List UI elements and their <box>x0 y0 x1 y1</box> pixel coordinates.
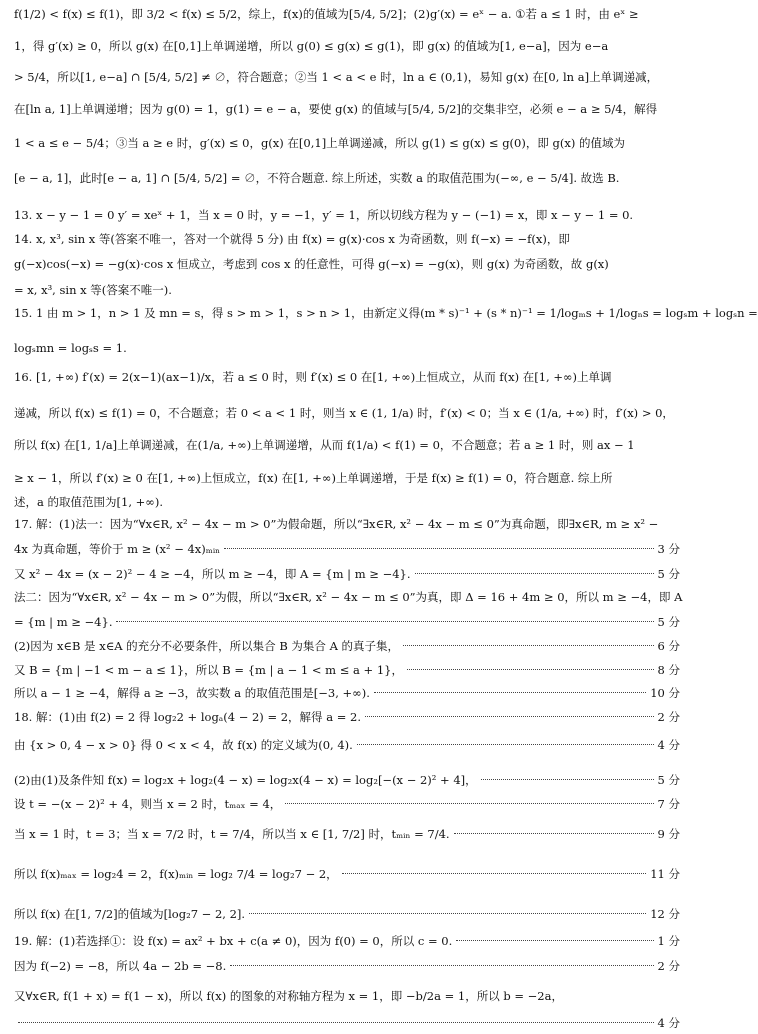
line-text: > 5/4，所以[1, e−a] ∩ [5/4, 5/2] ≠ ∅，符合题意；②当 1 < a < e 时，ln a ∈ (0,1)，易知 g(x) 在[0, ln a]上单调递减， <box>14 70 659 84</box>
text-line <box>14 38 680 54</box>
line-text: (2)由(1)及条件知 f(x) = log₂x + log₂(4 − x) = log₂x(4 − x) = log₂[−(x − 2)² + 4]， <box>14 773 477 787</box>
line-text: [e − a, 1]，此时[e − a, 1] ∩ [5/4, 5/2] = ∅，不符合题意. 综上所述，实数 a 的取值范围为(−∞, e − 5/4]. 故选 B. <box>14 171 620 185</box>
text-line <box>14 826 680 842</box>
line-text: 当 x = 1 时，t = 3；当 x = 7/2 时，t = 7/4，所以当 x ∈ [1, 7/2] 时，tₘᵢₙ = 7/4. <box>14 827 450 841</box>
text-line <box>14 305 758 321</box>
text-line <box>14 614 680 630</box>
text-line <box>14 988 680 1004</box>
line-text: 1，得 g′(x) ≥ 0，所以 g(x) 在[0,1]上单调递增，所以 g(0) ≤ g(x) ≤ g(1)，即 g(x) 的值域为[1, e−a]，因为 e−a <box>14 39 609 53</box>
score-label: 1 分 <box>657 934 680 948</box>
score-label: 5 分 <box>657 567 680 581</box>
text-line <box>14 772 680 788</box>
dot-leader <box>481 779 654 780</box>
dot-leader <box>249 913 646 914</box>
dot-leader <box>18 1022 654 1023</box>
score-label: 12 分 <box>650 907 680 921</box>
dot-leader <box>415 573 654 574</box>
score-label: 7 分 <box>657 797 680 811</box>
text-line <box>14 340 680 356</box>
line-text: 所以 f(x) 在[1, 1/a]上单调递减，在(1/a, +∞)上单调递增，从而 f(1/a) < f(1) = 0，不合题意；若 a ≥ 1 时，则 ax − 1 <box>14 438 635 452</box>
line-text: 递减，所以 f(x) ≤ f(1) = 0，不合题意；若 0 < a < 1 时，则当 x ∈ (1, 1/a) 时，f′(x) < 0；当 x ∈ (1/a, +∞) 时，f′(x) > 0， <box>14 406 674 420</box>
dot-leader <box>342 873 647 874</box>
line-text: = x, x³, sin x 等(答案不唯一). <box>14 283 172 297</box>
text-line <box>14 207 680 223</box>
dot-leader <box>285 803 653 804</box>
score-label: 4 分 <box>657 1016 680 1030</box>
line-text: 述，a 的取值范围为[1, +∞). <box>14 495 163 509</box>
score-label: 11 分 <box>650 867 680 881</box>
score-label: 3 分 <box>657 542 680 556</box>
line-text: 所以 f(x) 在[1, 7/2]的值域为[log₂7 − 2, 2]. <box>14 907 246 921</box>
dot-leader <box>230 965 653 966</box>
text-line <box>14 256 680 272</box>
text-line <box>14 437 680 453</box>
text-line <box>14 1015 680 1031</box>
text-line <box>14 958 680 974</box>
line-text: f(1/2) < f(x) ≤ f(1)，即 3/2 < f(x) ≤ 5/2，综上，f(x)的值域为[5/4, 5/2]；(2)g′(x) = eˣ − a. ①若 a ≤ 1 时，由 eˣ ≥ <box>14 7 639 21</box>
dot-leader <box>365 716 654 717</box>
line-text: 17. 解：(1)法一：因为“∀x∈R, x² − 4x − m > 0”为假命题，所以“∃x∈R, x² − 4x − m ≤ 0”为真命题，即∃x∈R, m ≥ x² − <box>14 517 659 531</box>
text-line <box>14 685 680 701</box>
text-line <box>14 170 680 186</box>
dot-leader <box>456 940 653 941</box>
line-text: 4x 为真命题，等价于 m ≥ (x² − 4x)ₘᵢₙ <box>14 542 221 556</box>
text-line <box>14 369 680 385</box>
text-line <box>14 933 680 949</box>
text-line <box>14 69 680 85</box>
score-label: 8 分 <box>657 663 680 677</box>
line-text: (2)因为 x∈B 是 x∈A 的充分不必要条件，所以集合 B 为集合 A 的真子集， <box>14 639 400 653</box>
line-text: 16. [1, +∞) f′(x) = 2(x−1)(ax−1)/x，若 a ≤ 0 时，则 f′(x) ≤ 0 在[1, +∞)上恒成立，从而 f(x) 在[1, +∞)上单调 <box>14 370 612 384</box>
line-text: 在[ln a, 1]上单调递增；因为 g(0) = 1，g(1) = e − a，要使 g(x) 的值域与[5/4, 5/2]的交集非空，必须 e − a ≥ 5/4，解得 <box>14 102 658 116</box>
line-text: 15. 1 由 m > 1，n > 1 及 mn = s，得 s > m > 1，s > n > 1，由新定义得(m * s)⁻¹ + (s * n)⁻¹ = 1/logₘs + 1/logₙs = logₛm + logₛn = <box>14 306 758 320</box>
score-label: 5 分 <box>657 615 680 629</box>
text-line <box>14 589 683 605</box>
dot-leader <box>407 669 654 670</box>
line-text: 13. x − y − 1 = 0 y′ = xeˣ + 1，当 x = 0 时，y = −1，y′ = 1，所以切线方程为 y − (−1) = x，即 x − y − 1 = 0. <box>14 208 634 222</box>
text-line <box>14 470 680 486</box>
text-line <box>14 638 680 654</box>
score-label: 2 分 <box>657 710 680 724</box>
score-label: 2 分 <box>657 959 680 973</box>
line-text: g(−x)cos(−x) = −g(x)·cos x 恒成立，考虑到 cos x 的任意性，可得 g(−x) = −g(x)，则 g(x) 为奇函数，故 g(x) <box>14 257 609 271</box>
line-text: 又∀x∈R, f(1 + x) = f(1 − x)，所以 f(x) 的图象的对称轴方程为 x = 1，即 −b/2a = 1，所以 b = −2a， <box>14 989 563 1003</box>
dot-leader <box>454 833 654 834</box>
dot-leader <box>403 645 653 646</box>
line-text: ≥ x − 1，所以 f′(x) ≥ 0 在[1, +∞)上恒成立，f(x) 在[1, +∞)上单调递增，于是 f(x) ≥ f(1) = 0，符合题意. 综上所 <box>14 471 613 485</box>
text-line <box>14 231 680 247</box>
line-text: logₛmn = logₛs = 1. <box>14 341 127 355</box>
text-line <box>14 796 680 812</box>
text-line <box>14 101 680 117</box>
line-text: 所以 a − 1 ≥ −4，解得 a ≥ −3，故实数 a 的取值范围是[−3, +∞). <box>14 686 370 700</box>
text-line <box>14 737 680 753</box>
text-line <box>14 566 680 582</box>
line-text: 所以 f(x)ₘₐₓ = log₂4 = 2，f(x)ₘᵢₙ = log₂ 7/4 = log₂7 − 2， <box>14 867 338 881</box>
line-text: 设 t = −(x − 2)² + 4，则当 x = 2 时，tₘₐₓ = 4， <box>14 797 282 811</box>
score-label: 5 分 <box>657 773 680 787</box>
text-line <box>14 906 680 922</box>
dot-leader <box>116 621 653 622</box>
line-text: 19. 解：(1)若选择①：设 f(x) = ax² + bx + c(a ≠ 0)，因为 f(0) = 0，所以 c = 0. <box>14 934 453 948</box>
line-text: 又 B = {m | −1 < m − a ≤ 1}，所以 B = {m | a − 1 < m ≤ a + 1}， <box>14 663 403 677</box>
dot-leader <box>224 548 653 549</box>
score-label: 9 分 <box>657 827 680 841</box>
dot-leader <box>374 692 646 693</box>
text-line <box>14 662 680 678</box>
line-text: 14. x, x³, sin x 等(答案不唯一，答对一个就得 5 分) 由 f(x) = g(x)·cos x 为奇函数，则 f(−x) = −f(x)，即 <box>14 232 570 246</box>
line-text: 法二：因为“∀x∈R, x² − 4x − m > 0”为假，所以“∃x∈R, x² − 4x − m ≤ 0”为真，即 Δ = 16 + 4m ≥ 0，所以 m ≥ −4，即 A <box>14 590 683 604</box>
line-text: 18. 解：(1)由 f(2) = 2 得 log₂2 + logₐ(4 − 2) = 2，解得 a = 2. <box>14 710 361 724</box>
text-line <box>14 709 680 725</box>
line-text: = {m | m ≥ −4}. <box>14 615 113 629</box>
line-text: 又 x² − 4x = (x − 2)² − 4 ≥ −4，所以 m ≥ −4，即 A = {m | m ≥ −4}. <box>14 567 411 581</box>
score-label: 4 分 <box>657 738 680 752</box>
score-label: 10 分 <box>650 686 680 700</box>
line-text: 因为 f(−2) = −8，所以 4a − 2b = −8. <box>14 959 227 973</box>
line-text: 1 < a ≤ e − 5/4；③当 a ≥ e 时，g′(x) ≤ 0，g(x) 在[0,1]上单调递减，所以 g(1) ≤ g(x) ≤ g(0)，即 g(x) 的值域为 <box>14 136 625 150</box>
text-line <box>14 541 680 557</box>
score-label: 6 分 <box>657 639 680 653</box>
text-line <box>14 135 680 151</box>
text-line <box>14 866 680 882</box>
text-line <box>14 282 680 298</box>
text-line <box>14 405 680 421</box>
line-text: 由 {x > 0, 4 − x > 0} 得 0 < x < 4，故 f(x) 的定义域为(0, 4). <box>14 738 353 752</box>
text-line <box>14 6 680 22</box>
dot-leader <box>357 744 654 745</box>
text-line <box>14 494 680 510</box>
text-line <box>14 516 680 532</box>
